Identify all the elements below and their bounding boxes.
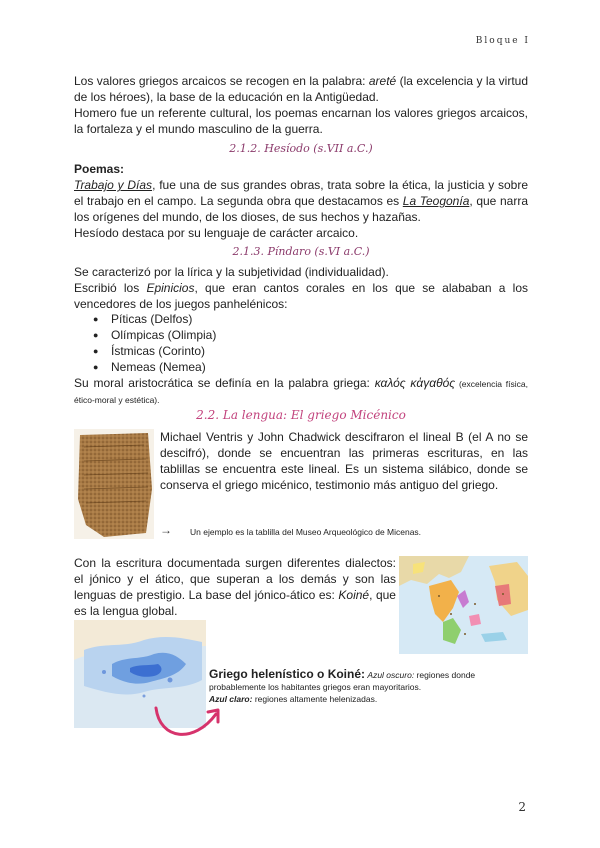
lengua-paragraph: Michael Ventris y John Chadwick descifraron el lineal B (el A no se descifró), donde se encuentran las primeras escrituras, en las tablillas se encuentra este lineal. Es un sistema silábico, donde se conserva el griego micénico, testimonio más antiguo del griego. <box>160 430 528 492</box>
linear-b-tablet-image <box>74 429 154 539</box>
koine-legend-title: Griego helenístico o Koiné: <box>209 667 366 681</box>
moral-paragraph: Su moral aristocrática se definía en la palabra griega: καλός κἀγαθός (excelencia física, ético-moral y estética). <box>74 376 528 405</box>
light-blue-label: Azul claro: <box>209 694 253 704</box>
work-la-teogonia: La Teogonía <box>402 194 470 208</box>
section-heading-pindaro: 2.1.3. Píndaro (s.VI a.C.) <box>232 245 370 258</box>
greek-term: καλός κἀγαθός <box>374 376 456 390</box>
greek-dialects-map <box>399 556 528 654</box>
section-heading-hesiodo: 2.1.2. Hesíodo (s.VII a.C.) <box>229 142 373 155</box>
list-item: ● Ístmicas (Corinto) <box>93 343 393 359</box>
games-list <box>93 311 393 375</box>
page-number: 2 <box>518 800 526 814</box>
koine-term: Koiné <box>338 588 370 602</box>
arete-term: areté <box>368 74 397 88</box>
hesiodo-paragraph: Trabajo y Días, fue una de sus grandes obras, trata sobre la ética, la justicia y sobre el trabajo en el campo. La segunda obra que destacamos es La Teogonía, que narra los orígenes del mundo, de los dioses, de sus hechos y hazañas. <box>74 178 528 224</box>
list-item: ● Nemeas (Nemea) <box>93 359 393 375</box>
list-item: ● Píticas (Delfos) <box>93 311 393 327</box>
dialectos-paragraph: Con la escritura documentada surgen diferentes dialectos: el jónico y el ático, que superan a los demás y son las lenguas de prestigio. La base del jónico-ático es: Koiné, que es la lengua global. <box>74 556 396 618</box>
section-heading-lengua: 2.2. La lengua: El griego Micénico <box>196 408 406 422</box>
intro-paragraph-2: Homero fue un referente cultural, los poemas encarnan los valores griegos arcaicos, la fortaleza y el mundo masculino de la guerra. <box>74 106 528 136</box>
dialects-map-drawing <box>399 556 528 654</box>
tablet-drawing <box>74 429 154 539</box>
pindaro-line-1: Se caracterizó por la lírica y la subjetividad (individualidad). <box>74 265 389 279</box>
list-item: ● Olímpicas (Olimpia) <box>93 327 393 343</box>
hesiodo-language-note: Hesíodo destaca por su lenguaje de carácter arcaico. <box>74 226 359 240</box>
poemas-label: Poemas: <box>74 162 125 176</box>
dark-blue-label: Azul oscuro: <box>367 670 415 680</box>
koine-legend: Griego helenístico o Koiné: Azul oscuro: regiones donde probablemente los habitantes griegos eran mayoritarios. Azul claro: regiones altamente helenizadas. <box>209 667 476 704</box>
work-trabajo-y-dias: Trabajo y Días <box>74 178 153 192</box>
intro-paragraph-1: Los valores griegos arcaicos se recogen en la palabra: areté (la excelencia y la virtud de los héroes), la base de la educación en la Antigüedad. <box>74 74 529 104</box>
caption-arrow: → <box>160 523 172 537</box>
tablet-caption: Un ejemplo es la tablilla del Museo Arqueológico de Micenas. <box>190 527 422 537</box>
epinicios-term: Epinicios <box>146 281 195 295</box>
block-header: Bloque I <box>475 36 530 46</box>
pindaro-line-2: Escribió los Epinicios, que eran cantos corales en los que se alababan a los vencedores de los juegos panhelénicos: <box>74 281 529 311</box>
